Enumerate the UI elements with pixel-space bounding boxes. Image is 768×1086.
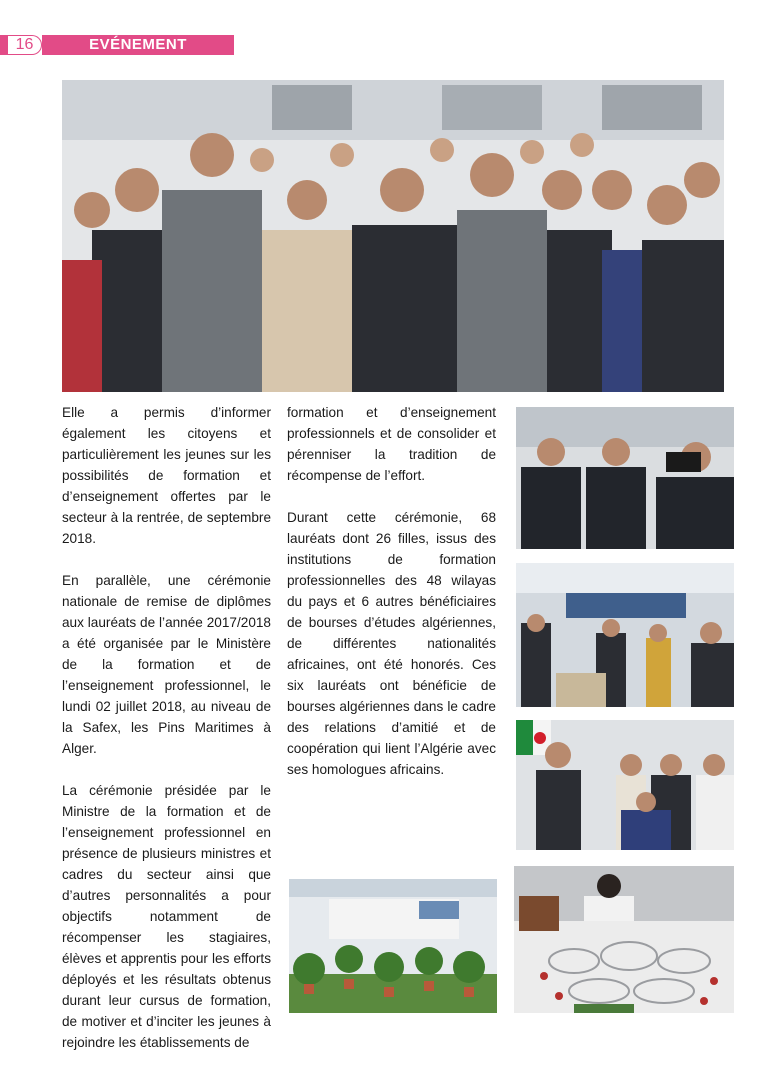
paragraph: La cérémonie présidée par le Ministre de la formation et de l’enseignement professionnel en présence de plusieurs ministres et cadres du secteur ainsi que d’autres personnalités a pour objectifs notamment de récompenser les stagiaires, élèves et apprentis pour les efforts déployés et les résultats obtenus durant leur cursus de formation, de motiver et d’inciter les jeunes à rejoindre les établissements de xyxy=(62,783,271,1050)
ceremony-speech-image xyxy=(516,407,734,549)
plants-display-photo xyxy=(289,879,497,1013)
page-number: 16 xyxy=(8,35,42,55)
officials-group-image xyxy=(62,80,724,392)
exhibition-hall-image xyxy=(516,563,734,707)
jewelry-display-image xyxy=(514,866,734,1013)
ceremony-speech-photo xyxy=(516,407,734,549)
main-photo xyxy=(62,80,724,392)
section-title: EVÉNEMENT xyxy=(42,35,234,55)
page-number-accent xyxy=(0,35,8,55)
visitors-at-stand-photo xyxy=(516,720,734,850)
paragraph: En parallèle, une cérémonie nationale de remise de diplômes aux lauréats de l’année 2017/2018 a été organisée par le Ministère de la formation et de l’enseignement professionnel, le lundi 02 juillet 2018, au niveau de la Safex, les Pins Maritimes à Alger. xyxy=(62,573,271,756)
text-column-left xyxy=(62,402,271,1053)
visitors-at-stand-image xyxy=(516,720,734,850)
plants-display-image xyxy=(289,879,497,1013)
text-column-middle xyxy=(287,402,496,780)
jewelry-display-photo xyxy=(514,866,734,1013)
paragraph: Durant cette cérémonie, 68 lauréats dont 26 filles, issus des institutions de formation professionnelles des 48 wilayas du pays et 6 autres bénéficiaires de bourses d’études algériennes, de différentes nationalités africaines, ont été honorés. Ces six lauréats ont bénéficie de bourses algériennes dans le cadre des relations d’amitié et de coopération qui lient l’Algérie avec ses homologues africains. xyxy=(287,510,496,777)
paragraph: formation et d’enseignement professionnels et de consolider et pérenniser la tradition de récompense de l’effort. xyxy=(287,405,496,483)
exhibition-hall-photo xyxy=(516,563,734,707)
paragraph: Elle a permis d’informer également les citoyens et particulièrement les jeunes sur les possibilités de formation et d’enseignement offertes par le secteur à la rentrée, de septembre 2018. xyxy=(62,405,271,546)
